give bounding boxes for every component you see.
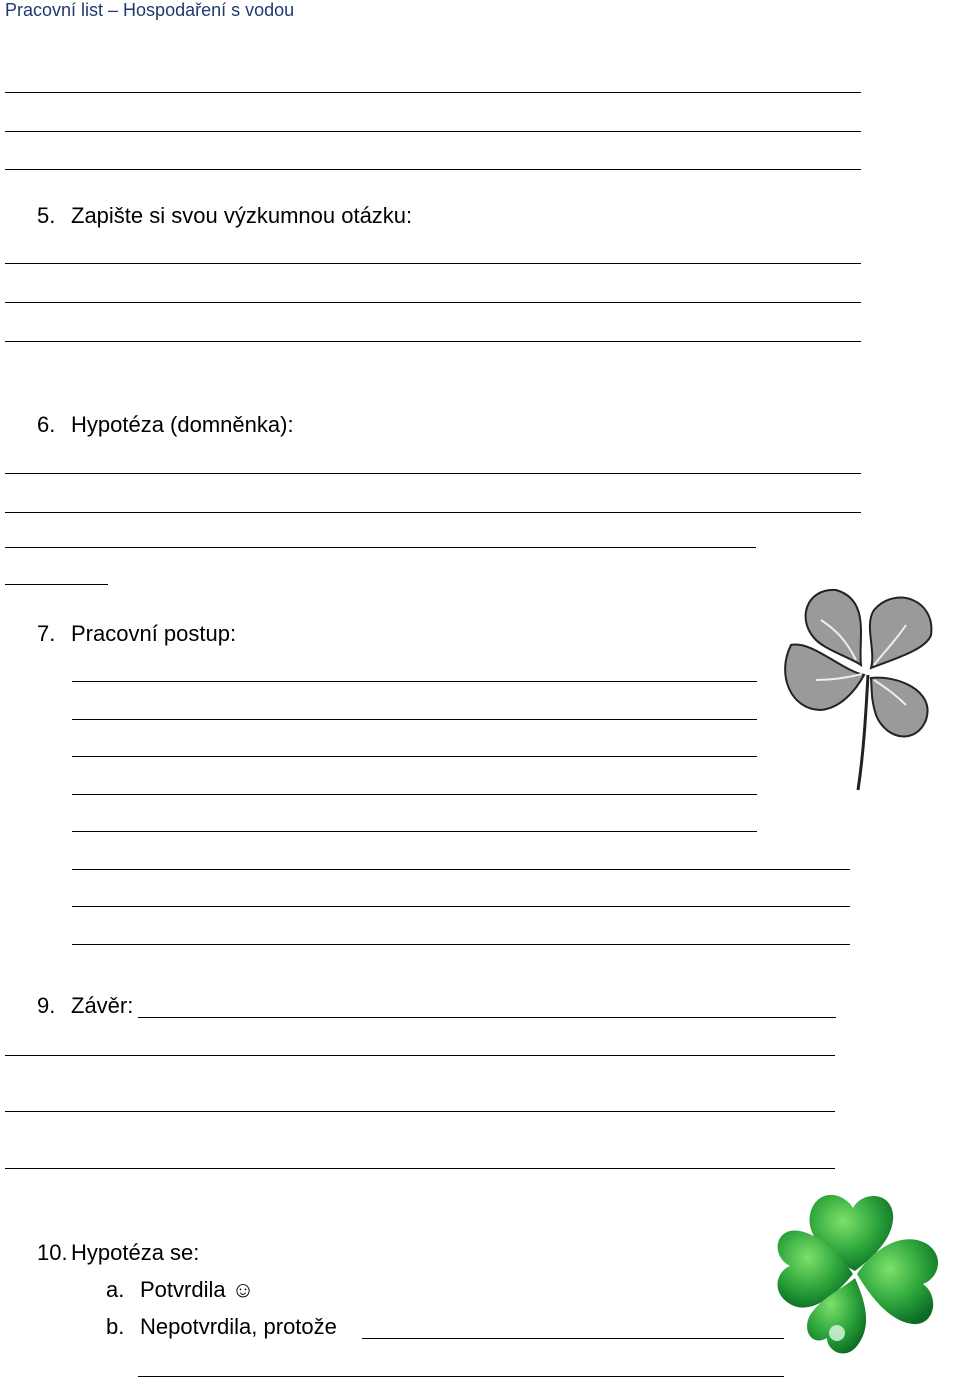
answer-line[interactable]: [5, 341, 861, 342]
answer-line[interactable]: [5, 1055, 835, 1056]
answer-line[interactable]: [72, 831, 757, 832]
question-5: [37, 203, 412, 229]
clover-green-image: [765, 1186, 947, 1361]
answer-line[interactable]: [72, 944, 850, 945]
answer-line[interactable]: [72, 869, 850, 870]
answer-line[interactable]: [5, 584, 108, 585]
answer-line[interactable]: [5, 131, 861, 132]
question-6: [37, 412, 294, 438]
answer-line[interactable]: [5, 92, 861, 93]
question-7: [37, 621, 236, 647]
answer-line[interactable]: [72, 719, 757, 720]
answer-line[interactable]: [5, 263, 861, 264]
answer-line[interactable]: [72, 681, 757, 682]
answer-line[interactable]: [5, 169, 861, 170]
option-b[interactable]: [106, 1314, 337, 1340]
question-number: 7.: [37, 621, 56, 646]
page-header: Pracovní list – Hospodaření s vodou: [5, 0, 295, 20]
answer-line[interactable]: [72, 756, 757, 757]
option-letter: b.: [106, 1314, 125, 1339]
smiley-icon: ☺: [231, 1277, 255, 1302]
option-letter: a.: [106, 1277, 125, 1302]
answer-line[interactable]: [5, 547, 756, 548]
question-number: 9.: [37, 993, 56, 1018]
answer-line[interactable]: [138, 1017, 836, 1018]
question-9: [37, 993, 133, 1019]
question-number: 5.: [37, 203, 56, 228]
answer-line[interactable]: [5, 512, 861, 513]
question-text: Hypotéza (domněnka):: [71, 412, 294, 437]
answer-line[interactable]: [5, 302, 861, 303]
clover-sketch-image: [776, 580, 956, 795]
option-a[interactable]: [106, 1277, 254, 1303]
answer-line[interactable]: [72, 794, 757, 795]
answer-line[interactable]: [5, 1168, 835, 1169]
question-text: Hypotéza se:: [71, 1240, 200, 1265]
question-number: 10.: [37, 1240, 68, 1265]
answer-line[interactable]: [5, 473, 861, 474]
question-text: Zapište si svou výzkumnou otázku:: [71, 203, 413, 228]
question-text: Závěr:: [71, 993, 134, 1018]
question-text: Pracovní postup:: [71, 621, 237, 646]
answer-line[interactable]: [138, 1376, 784, 1377]
answer-line[interactable]: [5, 1111, 835, 1112]
option-text: Nepotvrdila, protože: [140, 1314, 337, 1339]
question-number: 6.: [37, 412, 56, 437]
answer-line[interactable]: [362, 1338, 784, 1339]
question-10: [37, 1240, 199, 1266]
answer-line[interactable]: [72, 906, 850, 907]
option-text: Potvrdila: [140, 1277, 226, 1302]
